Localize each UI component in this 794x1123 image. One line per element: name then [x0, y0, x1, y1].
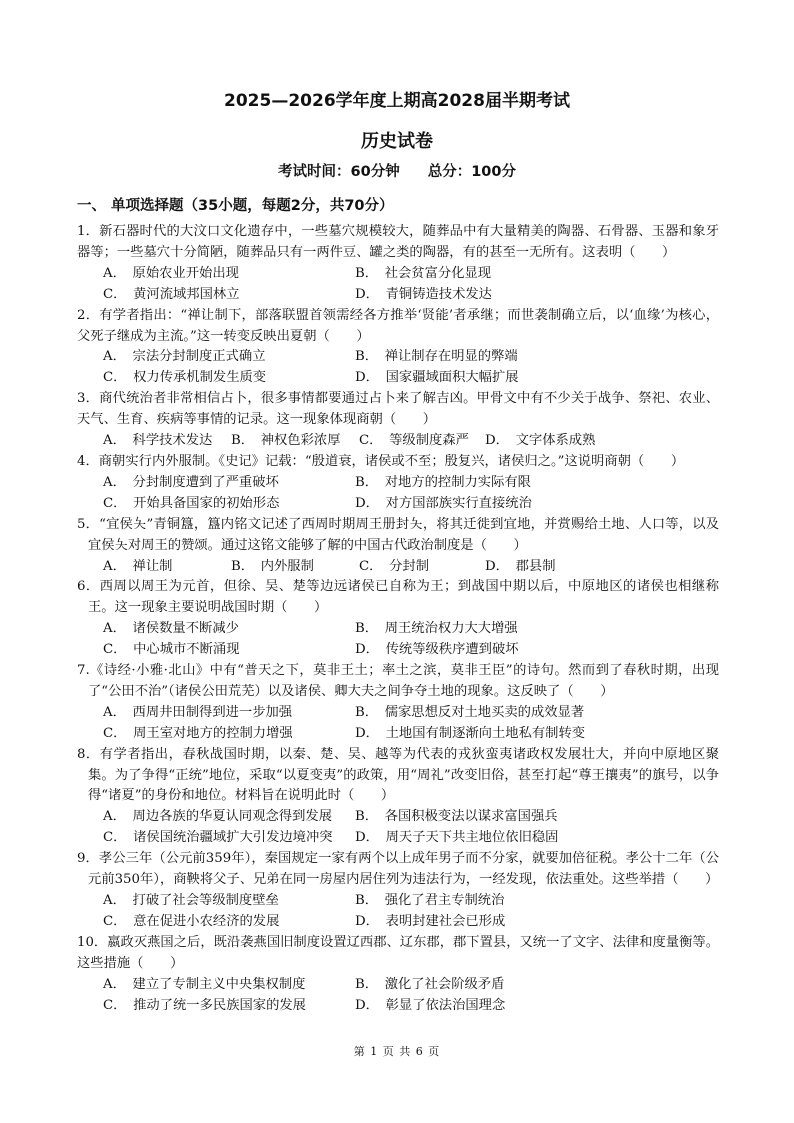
option-b: B． 周王统治权力大大增强	[355, 621, 518, 637]
option-a: A． 打破了社会等级制度壁垒	[103, 893, 279, 908]
exam-meta	[0, 160, 794, 181]
question-9	[77, 849, 719, 933]
option-c: C． 黄河流域邦国林立	[103, 286, 240, 302]
option-c: C． 开始具备国家的初始形态	[103, 495, 280, 511]
question-6	[77, 577, 719, 661]
option-b: B． 各国积极变法以谋求富国强兵	[355, 809, 558, 825]
options	[77, 975, 719, 1017]
subject-title: 历史试卷	[361, 131, 433, 152]
option-b: B． 对地方的控制力实际有限	[355, 474, 531, 490]
option-a: A． 西周井田制得到进一步加强	[103, 704, 293, 720]
option-c: C． 诸侯国统治疆域扩大引发边境冲突	[103, 830, 333, 846]
option-d: D． 表明封建社会已形成	[355, 913, 506, 929]
option-a: A． 分封制度遭到了严重破坏	[103, 474, 279, 490]
exam-total-score: 总分：100分	[427, 164, 516, 180]
option-b: B． 神权色彩浓厚	[231, 433, 341, 449]
page-number: 第 1 页 共 6 页	[353, 1045, 441, 1058]
option-d: D． 土地国有制逐渐向土地私有制转变	[355, 725, 586, 741]
question-5	[77, 515, 719, 578]
option-c: C． 分封制	[359, 558, 430, 574]
option-d: D． 彰显了依法治国理念	[355, 997, 506, 1013]
question-7	[77, 661, 719, 745]
question-1	[77, 222, 719, 306]
question-3	[77, 389, 719, 452]
option-a: A． 建立了专制主义中央集权制度	[103, 976, 306, 992]
exam-time: 考试时间：60分钟	[278, 164, 400, 180]
option-a: A． 禅让制	[103, 558, 173, 574]
question-stem: 4．商朝实行内外服制。《史记》记载：“殷道衰，诸侯或不至；殷复兴，诸侯归之。”这说明商朝（ ）	[77, 453, 685, 469]
question-stem: 6．西周以周王为元首，但徐、吴、楚等边远诸侯已自称为王；到战国中期以后，中原地区的诸侯也相继称王。这一现象主要说明战国时期（ ）	[77, 579, 719, 616]
option-a: A． 周边各族的华夏认同观念得到发展	[103, 809, 332, 825]
exam-title: 2025—2026学年度上期高2028届半期考试	[224, 91, 570, 111]
question-4	[77, 452, 719, 515]
option-b: B． 儒家思想反对土地买卖的成效显著	[355, 704, 585, 720]
option-b: B． 内外服制	[231, 558, 314, 574]
option-b: B． 社会贫富分化显现	[355, 265, 492, 281]
question-stem: 9．孝公三年（公元前359年），秦国规定一家有两个以上成年男子而不分家，就要加倍征税。孝公十二年（公元前350年），商鞅将父子、兄弟在同一房屋内居住列为违法行为，一经发现，依法重处。这些举措（ ）	[77, 851, 719, 888]
option-c: C． 等级制度森严	[359, 433, 469, 449]
option-b: B． 强化了君主专制统治	[355, 893, 505, 908]
option-c: C． 中心城市不断涌现	[103, 642, 240, 658]
options	[77, 431, 719, 452]
question-stem: 3．商代统治者非常相信占卜，很多事情都要通过占卜来了解吉凶。甲骨文中有不少关于战争、祭祀、农业、天气、生育、疾病等事情的记录。这一现象体现商朝（ ）	[77, 391, 719, 428]
option-d: D． 国家疆域面积大幅扩展	[355, 370, 519, 386]
options	[77, 264, 719, 306]
option-d: D． 文字体系成熟	[485, 433, 596, 449]
option-a: A． 宗法分封制度正式确立	[103, 349, 266, 365]
option-d: D． 郡县制	[485, 558, 556, 574]
question-stem: 8．有学者指出，春秋战国时期，以秦、楚、吴、越等为代表的戎狄蛮夷诸政权发展壮大，并向中原地区聚集。为了争得“正统”地位，采取“以夏变夷”的政策，用“周礼”改变旧俗，甚至打起“尊王攘夷”的旗号，以争得“诸夏”的身份和地位。材料旨在说明此时（ ）	[77, 746, 719, 804]
option-a: A． 科学技术发达	[103, 433, 213, 449]
question-stem: 5．“宜侯夨”青铜簋，簋内铭文记述了西周时期周王册封夨，将其迁徙到宜地，并赏赐给土地、人口等，以及宜侯夨对周王的赞颂。通过这铭文能够了解的中国古代政治制度是（ ）	[77, 516, 719, 553]
option-c: C． 推动了统一多民族国家的发展	[103, 997, 306, 1013]
option-d: D． 传统等级秩序遭到破坏	[355, 642, 519, 658]
option-d: D． 对方国部族实行直接统治	[355, 495, 532, 511]
option-d: D． 青铜铸造技术发达	[355, 286, 492, 302]
question-stem: 2．有学者指出：“禅让制下，部落联盟首领需经各方推举‘贤能’者承继；而世袭制确立后，以‘血缘’为核心，父死子继成为主流。”这一转变反映出夏朝（ ）	[77, 307, 719, 344]
question-stem: 7.《诗经·小雅·北山》中有“普天之下，莫非王土；率土之滨，莫非王臣”的诗句。然而到了春秋时期，出现了“公田不治”（诸侯公田荒芜）以及诸侯、卿大夫之间争夺土地的现象。这反映了（ ）	[77, 663, 719, 699]
options	[77, 347, 719, 389]
question-stem: 10．嬴政灭燕国之后，既沿袭燕国旧制度设置辽西郡、辽东郡，郡下置县，又统一了文字、法律和度量衡等。这些措施（ ）	[77, 934, 719, 971]
question-stem: 1．新石器时代的大汶口文化遗存中，一些墓穴规模较大，随葬品中有大量精美的陶器、石骨器、玉器和象牙器等；一些墓穴十分简陋，随葬品只有一两件豆、罐之类的陶器，有的甚至一无所有。这表明（ ）	[77, 224, 719, 260]
option-c: C． 周王室对地方的控制力增强	[103, 725, 293, 741]
question-2	[77, 306, 719, 390]
options	[77, 473, 719, 515]
option-b: B． 禅让制存在明显的弊端	[355, 349, 518, 365]
options	[77, 703, 719, 745]
question-10	[77, 933, 719, 1017]
option-a: A． 诸侯数量不断减少	[103, 621, 239, 637]
option-d: D． 周天子天下共主地位依旧稳固	[355, 830, 559, 846]
question-list	[77, 222, 719, 1016]
option-b: B． 激化了社会阶级矛盾	[355, 976, 505, 992]
options	[77, 619, 719, 661]
section-heading: 一、 单项选择题（35小题，每题2分，共70分）	[77, 198, 394, 214]
question-8	[77, 745, 719, 850]
option-c: C． 意在促进小农经济的发展	[103, 913, 280, 929]
options	[77, 557, 719, 578]
option-a: A． 原始农业开始出现	[103, 265, 239, 281]
options	[77, 807, 719, 849]
options	[77, 891, 719, 933]
option-c: C． 权力传承机制发生质变	[103, 370, 267, 386]
